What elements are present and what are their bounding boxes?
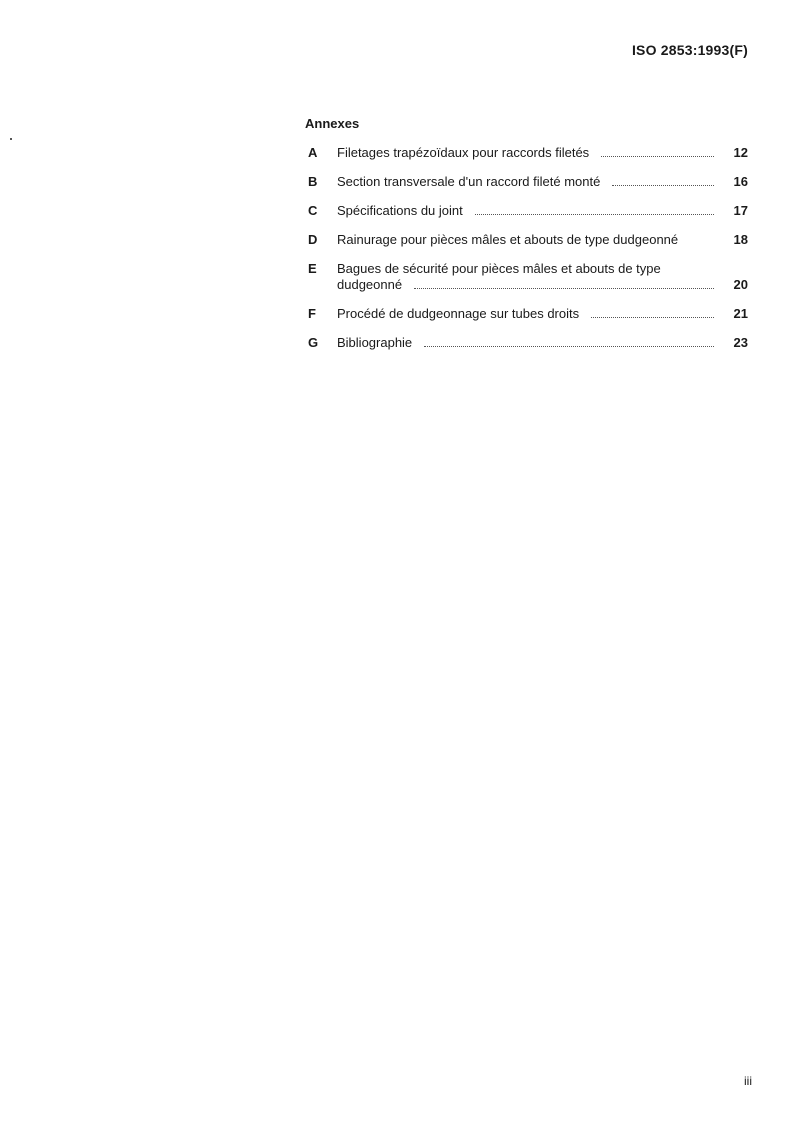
toc-entry-g[interactable] [308,335,748,351]
page-number: iii [744,1074,752,1088]
toc-entry-b[interactable] [308,174,748,190]
toc-letter: B [308,174,318,189]
toc-title: Section transversale d'un raccord fileté monté [337,174,601,189]
toc-entry-e[interactable] [308,261,748,293]
toc-title: Rainurage pour pièces mâles et abouts de type dudgeonné [337,232,679,247]
toc-leader-dots [475,213,714,215]
annexes-heading: Annexes [305,116,360,131]
toc-title: Spécifications du joint [337,203,463,218]
toc-title: Filetages trapézoïdaux pour raccords filetés [337,145,590,160]
toc-entry-d[interactable] [308,232,748,248]
toc-title-line1: Bagues de sécurité pour pièces mâles et abouts de type [337,261,661,276]
toc-letter: D [308,232,318,247]
toc-letter: G [308,335,319,350]
toc-leader-dots [601,155,714,157]
toc-entry-f[interactable] [308,306,748,322]
toc-entry-a[interactable] [308,145,748,161]
toc-page-number: 16 [733,174,748,189]
toc-page-number: 21 [733,306,748,321]
document-reference: ISO 2853:1993(F) [631,42,748,58]
toc-leader-dots [612,184,714,186]
toc-title: Procédé de dudgeonnage sur tubes droits [337,306,580,321]
toc-title: Bibliographie [337,335,413,350]
toc-leader-dots [591,316,714,318]
toc-title-line2: dudgeonné [337,277,403,292]
toc-letter: E [308,261,317,276]
toc-page-number: 20 [733,277,748,292]
scan-speck [10,138,12,140]
toc-page-number: 23 [733,335,748,350]
toc-leader-dots [414,287,714,289]
toc-page-number: 12 [733,145,748,160]
toc-page-number: 17 [733,203,748,218]
toc-entry-c[interactable] [308,203,748,219]
toc-leader-spacer [690,243,714,244]
toc-letter: F [308,306,316,321]
toc-leader-dots [424,345,714,347]
toc-page-number: 18 [733,232,748,247]
annexes-toc [308,145,748,364]
toc-letter: C [308,203,318,218]
toc-letter: A [308,145,318,160]
